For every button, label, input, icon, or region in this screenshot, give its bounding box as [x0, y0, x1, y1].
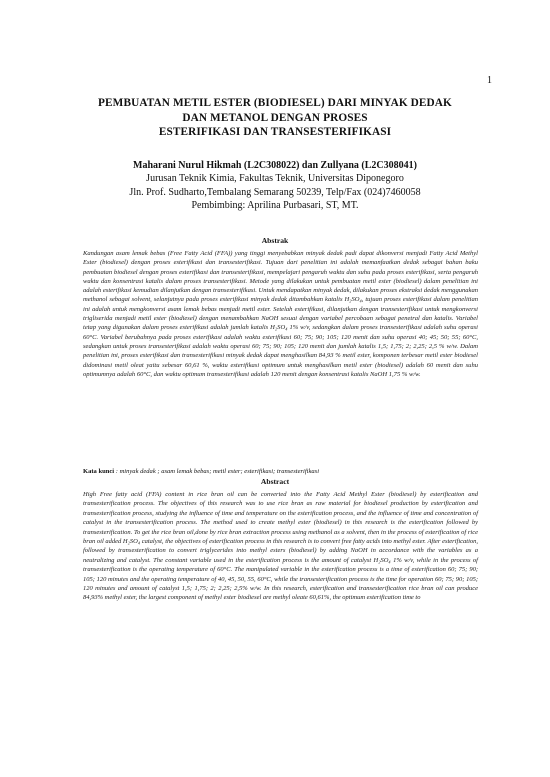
paper-title — [60, 96, 490, 140]
title-line: DAN METANOL DENGAN PROSES — [182, 111, 368, 124]
page-number: 1 — [487, 75, 492, 86]
supervisor-line: Pembimbing: Aprilina Purbasari, ST, MT. — [191, 200, 359, 212]
keywords-text: : minyak dedak ; asam lemak bebas; metil ester; esterifikasi; transesterifikasi — [115, 468, 320, 475]
affiliation-line: Jurusan Teknik Kimia, Fakultas Teknik, Universitas Diponegoro — [146, 173, 404, 185]
abstrak-text: Kandungan asam lemak bebas (Free Fatty Acid (FFA)) yang tinggi menyebabkan minyak dedak padi dapat dikonversi menjadi Fatty Acid Methyl Ester (biodiesel) dengan proses esterifikasi dan transesterifikasi. Tujuan dari penelitian ini adalah memanfaatkan dedak sebagai bahan baku pembuatan biodiesel dengan proses esterifikasi dan transesterifikasi, mempelajari pengaruh waktu dan suhu pada proses esterifikasi, serta pengaruh waktu dan konsentrasi katalis dalam proses transesterifikasi. Metode yang dilakukan untuk pembuatan metil ester (biodiesel) dalam penelitian ini adalah esterifikasi kemudian dilanjutkan dengan transesterifikasi. Untuk mendapatkan minyak dedak, dilakukan proses ekstraksi dedak menggunakan methanol sebagai solvent, selanjutnya pada proses esterifikasi minyak dedak ditambahkan katalis H₂SO₄, tujuan proses esterifikasi dalam penelitian ini adalah untuk mengkonversi asam lemak bebas menjadi metil ester. Setelah esterifikasi, dilanjutkan dengan transesterifikasi untuk mengkonversi trigliserida menjadi metil ester (biodiesel) dengan menambahkan NaOH sesuai dengan variabel percobaan sebagai penetral dan katalis. Variabel tetap yang digunakan dalam proses esterifikasi adalah jumlah katalis H₂SO₄ 1% w/v, sedangkan dalam proses transesterifikasi adalah suhu operasi 60°C. Variabel berubahnya pada proses esterifikasi adalah waktu esterifikasi 60; 75; 90; 105; 120 menit dan suhu operasi 40; 45; 50; 55; 60°C, sedangkan untuk proses transesterifikasi adalah waktu operasi 60; 75; 90; 105; 120 menit dan jumlah katalis 1,5; 1,75; 2; 2,25; 2,5 % w/w. Dalam penelitian ini, proses esterifikasi dan transesterifikasi minyak dedak dapat menghasilkan 84,93 % metil ester, komponen terbesar metil ester biodiesel didominasi metil oleat yaitu sebesar 60,61 %, waktu esterifikasi optimum untuk menghasilkan metil ester (biodiesel) adalah 60 menit dan suhu optimumnya adalah 60°C, dan waktu optimum transesterifikasi adalah 120 menit dengan konsentrasi katalis NaOH 1,75 % w/w. — [83, 250, 478, 378]
author-names: Maharani Nurul Hikmah (L2C308022) dan Zullyana (L2C308041) — [133, 160, 417, 171]
affiliation-line: Jln. Prof. Sudharto,Tembalang Semarang 50239, Telp/Fax (024)7460058 — [129, 186, 421, 198]
abstract-text: High Free fatty acid (FFA) content in rice bran oil can be converted into the Fatty Acid Methyl Ester (biodiesel) by esterification and transesterification process. The objectives of this research was to use rice bran as raw material for biodiesel production by esterification and transesterification process, studying the influence of time and temperature on the esterification process, and the influence of time and concentration of catalyst in the transesterification process. The method used to create methyl ester (biodiesel) in this research is the esterification followed by transesterification. To get the rice bran oil,done by rice bran extraction process using methanol as a solvent, then in the process of esterification of rice bran oil added H₂SO₄ catalyst, the objectives of esterification process in this research is to convert free fatty acids into methyl ester. After esterification, followed by transesterification to convert triglycerides into methyl esters (biodiesel) by adding NaOH in accordance with the variables as a neutralizing and catalyst. The constant variable used in the esterification process is the amount of catalyst H₂SO₄ 1% w/v, while in the process of transesterification is the operating temperature of 60°C. The manipulated variable in the esterification process is a time of esterification 60; 75; 90; 105; 120 minutes and the operating temperature of 40, 45, 50, 55, 60°C, while the transesterification process is the time for operation 60; 75; 90; 105; 120 minutes and amount of catalyst 1,5; 1,75; 2; 2,25; 2,5% w/w. In this research, esterification and transesterification rice bran oil can produce 84,93% methyl ester, the largest component of methyl ester biodiesel are methyl oleate 60,61%, the optimum esterification time to — [83, 491, 478, 602]
title-line: ESTERIFIKASI DAN TRANSESTERIFIKASI — [158, 126, 392, 138]
keywords-label: Kata kunci — [83, 468, 115, 475]
abstrak-heading: Abstrak — [261, 236, 289, 245]
keywords — [83, 467, 483, 476]
author-block — [60, 159, 490, 213]
abstract-heading: Abstract — [260, 477, 290, 486]
title-line: PEMBUATAN METIL ESTER (BIODIESEL) DARI MINYAK DEDAK — [98, 97, 452, 109]
